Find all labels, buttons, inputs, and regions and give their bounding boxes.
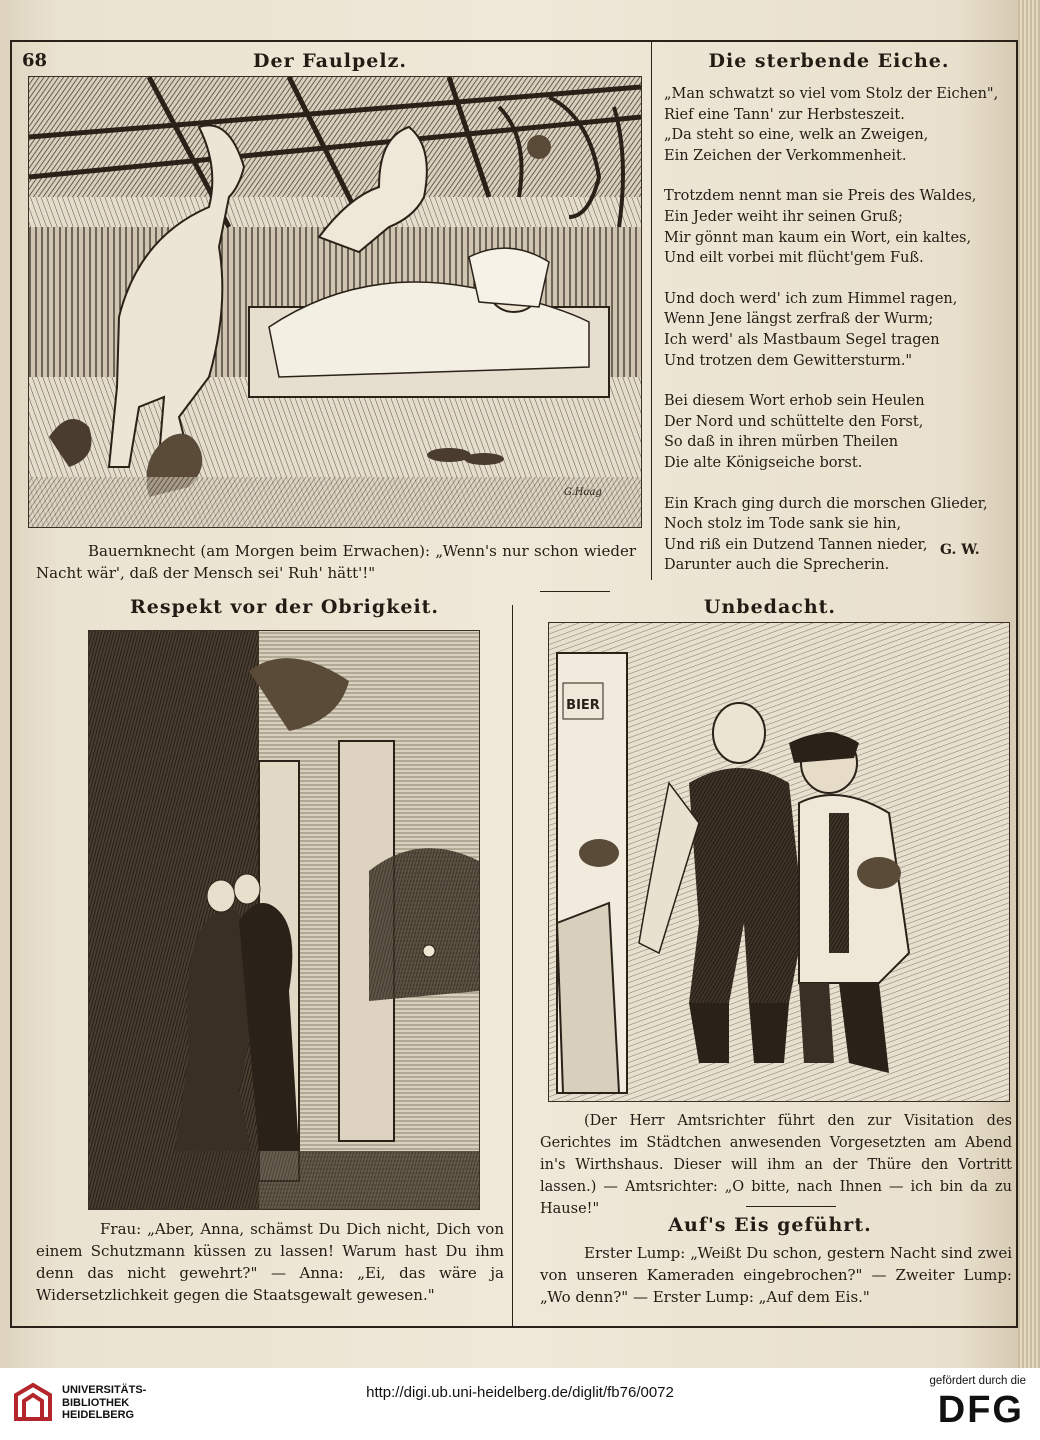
poem-stanza — [664, 391, 994, 473]
poem-signature: G. W. — [940, 542, 980, 558]
dfg-logo[interactable]: DFG — [937, 1389, 1024, 1431]
poem-line: Und doch werd' ich zum Himmel ragen, — [664, 290, 958, 307]
library-line: BIBLIOTHEK — [62, 1396, 130, 1409]
section-divider — [540, 591, 610, 592]
poem-line: Die alte Königseiche borst. — [664, 454, 863, 471]
poem-line: Wenn Jene längst zerfraß der Wurm; — [664, 311, 934, 328]
poem-sterbende-eiche — [664, 84, 999, 596]
library-line: HEIDELBERG — [62, 1409, 135, 1421]
artist-signature: G.Haag — [564, 487, 602, 498]
library-line: UNIVERSITÄTS- — [62, 1384, 147, 1396]
poem-line: Noch stolz im Tode sank sie hin, — [664, 516, 902, 533]
page-number: 68 — [22, 50, 48, 71]
poem-line: Und trotzen dem Gewittersturm." — [664, 352, 913, 369]
column-divider-bottom — [512, 605, 513, 1327]
page-edge — [1018, 0, 1040, 1368]
poem-line: Darunter auch die Sprecherin. — [664, 557, 890, 574]
poem-stanza — [664, 186, 994, 268]
night-engraving — [89, 631, 479, 1209]
title-sterbende-eiche: Die sterbende Eiche. — [708, 50, 950, 72]
caption-eis: Erster Lump: „Weißt Du schon, gestern Nacht sind zwei von unseren Kameraden eingebrochen?" — Zweiter Lump: „Wo denn?" — Erster Lump: „Auf dem Eis." — [540, 1244, 1012, 1306]
poem-line: „Man schwatzt so viel vom Stolz der Eichen", — [664, 86, 999, 102]
caption-respekt: Frau: „Aber, Anna, schämst Du Dich nicht, Dich von einem Schutzmann küssen zu lassen! Warum hast Du ihm denn das nicht gewehrt?" — Anna: „Ei, das wäre ja Widersetzlichkeit gegen die Staatsgewalt gewesen." — [36, 1220, 504, 1304]
viewer-footer — [0, 1368, 1040, 1440]
funded-by-label: gefördert durch die — [929, 1375, 1026, 1387]
illustration-night-kiss — [88, 630, 480, 1210]
poem-line: Trotzdem nennt man sie Preis des Waldes, — [664, 188, 977, 205]
column-divider-top — [651, 42, 652, 580]
poem-line: Mir gönnt man kaum ein Wort, ein kaltes, — [664, 229, 972, 246]
poem-stanza — [664, 494, 994, 576]
caption-unbedacht: (Der Herr Amtsrichter führt den zur Visitation des Gerichtes im Städtchen anwesenden Vorgesetzten am Abend in's Wirthshaus. Dieser will ihm an der Thüre den Vortritt lassen.) — Amtsrichter: „O bitte, nach Ihnen — ich bin da zu Hause!" — [540, 1113, 1012, 1217]
illustration-stable — [28, 76, 642, 528]
poem-line: Der Nord und schüttelte den Forst, — [664, 413, 924, 430]
caption-faulpelz: Bauernknecht (am Morgen beim Erwachen): „Wenn's nur schon wieder Nacht wär', daß der Mensch sei' Ruh' hätt'!" — [36, 542, 636, 582]
title-unbedacht: Unbedacht. — [703, 596, 837, 618]
poem-stanza — [664, 84, 999, 166]
bier-sign: BIER — [566, 698, 600, 713]
tavern-engraving — [549, 623, 1009, 1101]
poem-line: Und eilt vorbei mit flücht'gem Fuß. — [664, 250, 924, 267]
poem-line: Rief eine Tann' zur Herbsteszeit. — [664, 106, 905, 123]
illustration-tavern-door — [548, 622, 1010, 1102]
title-faulpelz: Der Faulpelz. — [253, 50, 407, 72]
poem-line: Ein Jeder weiht ihr seinen Gruß; — [664, 208, 903, 225]
poem-line: Ich werd' als Mastbaum Segel tragen — [664, 331, 940, 348]
stable-engraving — [29, 77, 641, 527]
poem-line: „Da steht so eine, welk an Zweigen, — [664, 127, 929, 144]
poem-line: Und riß ein Dutzend Tannen nieder, — [664, 536, 928, 553]
poem-stanza — [664, 289, 994, 371]
poem-line: Bei diesem Wort erhob sein Heulen — [664, 393, 925, 410]
title-respekt: Respekt vor der Obrigkeit. — [130, 596, 440, 618]
poem-line: Ein Zeichen der Verkommenheit. — [664, 147, 907, 164]
poem-line: So daß in ihren mürben Theilen — [664, 434, 899, 451]
title-eis: Auf's Eis geführt. — [668, 1214, 872, 1236]
poem-line: Ein Krach ging durch die morschen Glieder, — [664, 495, 988, 512]
source-url-link[interactable]: http://digi.ub.uni-heidelberg.de/diglit/fb76/0072 — [366, 1384, 674, 1401]
